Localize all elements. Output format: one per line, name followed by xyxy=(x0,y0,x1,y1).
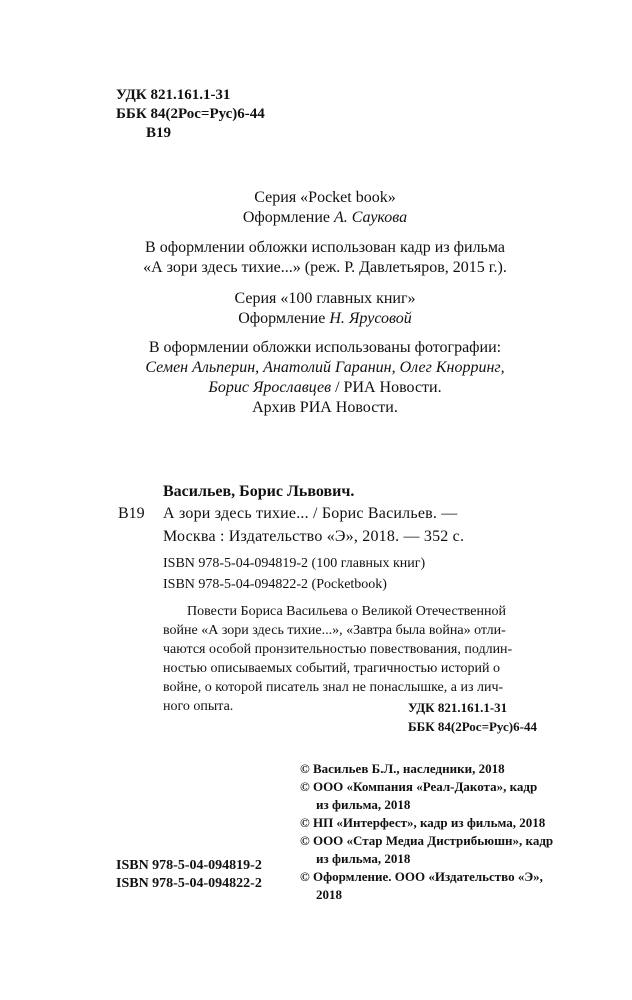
film-frame-line-1: В оформлении обложки использован кадр из фильма xyxy=(145,239,505,256)
designer-name: А. Саукова xyxy=(333,209,408,226)
design-label: Оформление xyxy=(238,310,326,327)
design-credit-pocket xyxy=(60,208,590,228)
photos-line-1: В оформлении обложки использованы фотографии: xyxy=(148,339,502,356)
photos-line-4: Архив РИА Новости. xyxy=(252,399,398,416)
annotation-line: Повести Бориса Васильева о Великой Отечественной xyxy=(187,604,506,619)
classification-codes xyxy=(116,86,265,143)
udk-code: УДК 821.161.1-31 xyxy=(408,700,508,715)
film-frame-line-2: «А зори здесь тихие...» (реж. Р. Давлетьяров, 2015 г.). xyxy=(143,259,507,276)
copyright-line: © Васильев Б.Л., наследники, 2018 xyxy=(300,761,505,776)
designer-name: Н. Ярусовой xyxy=(329,310,412,327)
author-mark-code: В19 xyxy=(146,125,172,141)
design-label: Оформление xyxy=(242,209,330,226)
classification-codes-right xyxy=(408,698,537,736)
copyright-line: © ООО «Компания «Реал-Дакота», кадр xyxy=(300,779,538,794)
copyright-line: © ООО «Стар Медиа Дистрибьюшн», кадр xyxy=(300,833,554,848)
annotation-line: войне, о которой писатель знал не понаслышке, а из лич- xyxy=(163,680,504,695)
copyright-line-continued: из фильма, 2018 xyxy=(316,797,411,812)
copyright-line: © Оформление. ООО «Издательство «Э», xyxy=(300,869,543,884)
design-credit-100 xyxy=(60,309,590,329)
annotation-line: войне «А зори здесь тихие...», «Завтра была война» отли- xyxy=(163,623,506,638)
photographer-name: Борис Ярославцев xyxy=(208,379,332,396)
isbn-bottom-1: ISBN 978-5-04-094819-2 xyxy=(116,858,262,873)
photos-line-2: Семен Альперин, Анатолий Гаранин, Олег Кнорринг, xyxy=(145,359,505,376)
bbk-code: ББК 84(2Рос=Рус)6-44 xyxy=(408,719,537,734)
isbn-bottom-2: ISBN 978-5-04-094822-2 xyxy=(116,876,262,891)
isbn-block xyxy=(116,857,262,893)
annotation-line: чаются особой пронзительностью повествования, подлин- xyxy=(163,642,513,657)
udk-code: УДК 821.161.1-31 xyxy=(116,87,231,103)
bbk-code: ББК 84(2Рос=Рус)6-44 xyxy=(116,106,265,122)
copyright-notices xyxy=(300,760,560,904)
copyright-line-continued: из фильма, 2018 xyxy=(316,851,411,866)
catalog-title-line-1: А зори здесь тихие... / Борис Васильев. — xyxy=(163,505,458,522)
credits-100-series xyxy=(60,289,590,329)
series-pocket-book: Серия «Pocket book» xyxy=(254,189,396,206)
photo-agency: / РИА Новости. xyxy=(331,379,442,396)
credits-pocket-series xyxy=(60,188,590,228)
photos-line-3 xyxy=(60,378,590,398)
series-100-books: Серия «100 главных книг» xyxy=(234,290,416,307)
credits-photos xyxy=(60,338,590,418)
catalog-title-line-2: Москва : Издательство «Э», 2018. — 352 с. xyxy=(163,528,465,545)
annotation-line: ностью описываемых событий, трагичностью историй о xyxy=(163,661,501,676)
annotation-line: ного опыта. xyxy=(163,699,234,714)
copyright-line-continued: 2018 xyxy=(316,887,342,902)
catalog-isbn-2: ISBN 978-5-04-094822-2 (Pocketbook) xyxy=(163,577,387,592)
credits-film-frame xyxy=(60,238,590,278)
catalog-author: Васильев, Борис Львович. xyxy=(163,483,355,500)
catalog-author-mark: В19 xyxy=(118,505,145,522)
catalog-isbn-1: ISBN 978-5-04-094819-2 (100 главных книг) xyxy=(163,556,426,571)
copyright-line: © НП «Интерфест», кадр из фильма, 2018 xyxy=(300,815,546,830)
